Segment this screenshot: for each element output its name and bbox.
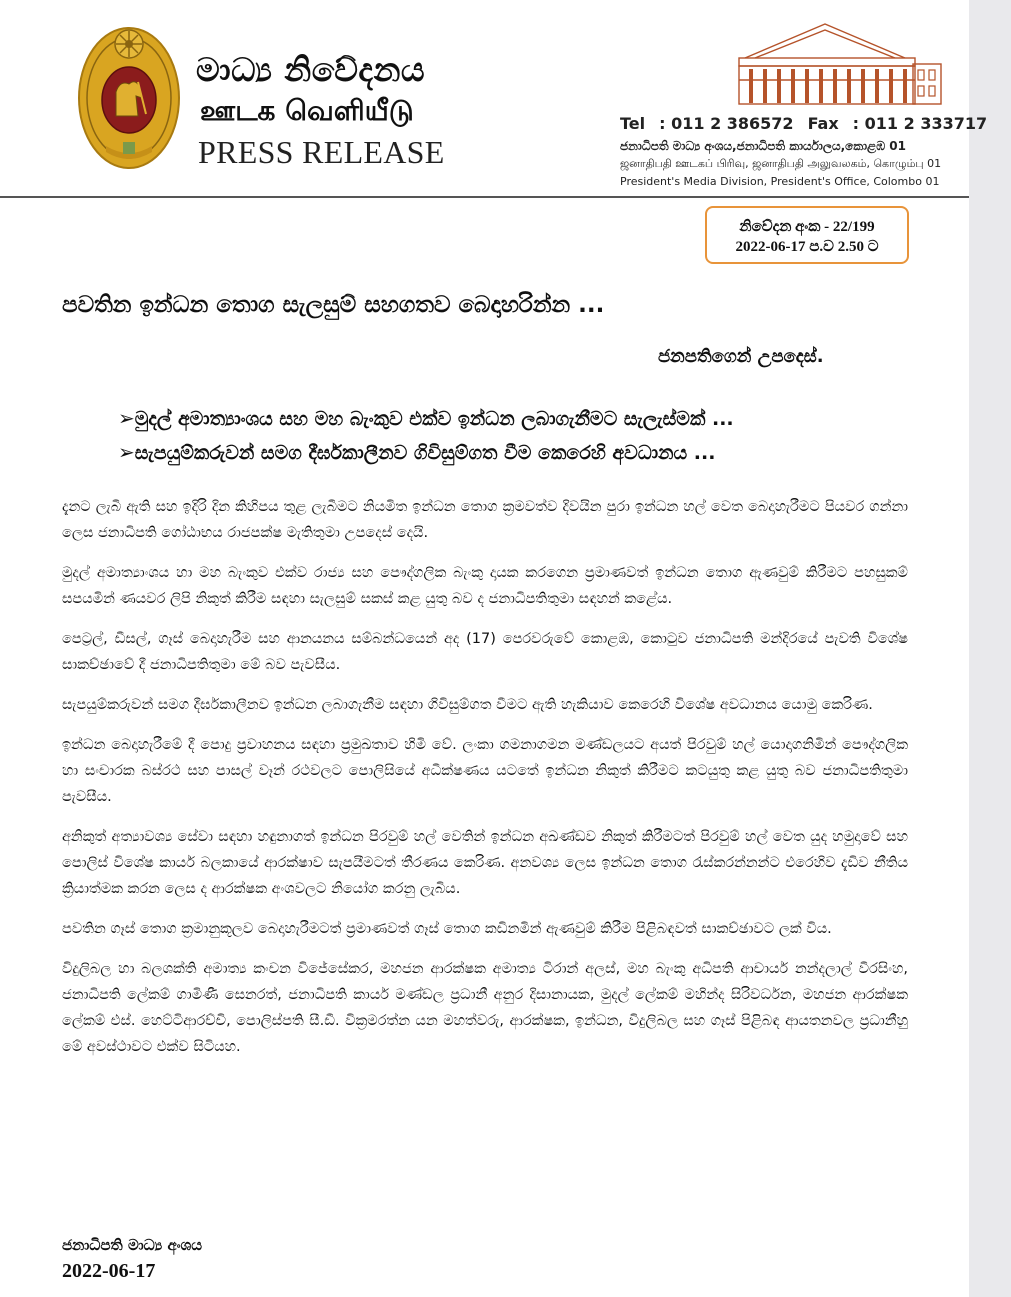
address-english: President's Media Division, President's Office, Colombo 01 [620, 175, 940, 188]
footer-signature: ජනාධිපති මාධ්‍ය අංශය [62, 1236, 203, 1254]
subheadline: ජනපතිගෙන් උපදෙස්. [658, 346, 824, 367]
bullet-item [118, 402, 734, 436]
highlight-bullets [118, 402, 734, 470]
headline: පවතින ඉන්ධන තොග සැලසුම් සහගතව බෙදාහරින්න ... [62, 292, 605, 318]
paragraph: මුදල් අමාත්‍යාංශය හා මහ බැංකුව එක්ව රාජ්‍ය සහ පෞද්ගලික බැංකු දායක කරගෙන ප්‍රමාණවත් ඉන්ධන තොග ඇණවුම් කිරීමට පහසුකම් සපයමින් ණයවර ලිපි නිකුත් කිරීම සඳහා සැලසුම් සකස් කළ යුතු බව ද ජනාධිපතිතුමා සඳහන් කළේය. [62, 565, 908, 607]
presidential-building-image [725, 14, 945, 114]
paragraph: දැනට ලැබී ඇති සහ ඉදිරි දින කිහිපය තුළ ලැබීමට නියමිත ඉන්ධන තොග ක්‍රමවත්ව දිවයින පුරා ඉන්ධන හල් වෙත බෙදාහැරීමට පියවර ගන්නා ලෙස ජනාධිපති ගෝඨාභය රාජපක්ෂ මැතිතුමා උපදෙස් දෙයි. [62, 499, 908, 541]
address-sinhala: ජනාධිපති මාධ්‍ය අංශය,ජනාධිපති කාර්යාලය,කොළඹ 01 [620, 139, 906, 153]
footer-date: 2022-06-17 [62, 1260, 156, 1282]
title-tamil: ஊடக வெளியீடு [200, 94, 414, 127]
fax-label: Fax [807, 114, 839, 133]
reference-box [705, 206, 909, 264]
address-tamil: ஜனாதிபதி ஊடகப் பிரிவு, ஜனாதிபதி அலுவலகம், கொழும்பு 01 [620, 157, 942, 170]
tel-label: Tel [620, 114, 646, 133]
paragraph: අනිකුත් අත්‍යාවශ්‍ය සේවා සඳහා හඳුනාගත් ඉන්ධන පිරවුම් හල් වෙතින් ඉන්ධන අඛණ්ඩව නිකුත් කිරීමටත් පිරවුම් හල් වෙත යුද හමුදාවේ සහ පොලිස් විශේෂ කාර්ය බලකායේ ආරක්ෂාව සැපයීමටත් තීරණය කෙරිණ. අනවශ්‍ය ලෙස ඉන්ධන තොග රැස්කරන්නන්ට එරෙහිව දැඩිව නීතිය ක්‍රියාත්මක කරන ලෙස ද ආරක්ෂක අංශවලට නියෝග කරනු ලැබිය. [62, 829, 908, 897]
arrow-bullet-icon: ➢ [118, 406, 135, 430]
fax-number: : 011 2 333717 [852, 114, 988, 133]
bullet-text: මුදල් අමාත්‍යාංශය සහ මහ බැංකුව එක්ව ඉන්ධන ලබාගැනීමට සැලැස්මක් ... [134, 408, 734, 430]
paragraph: පවතින ගෑස් තොග ක්‍රමානුකූලව බෙදාහැරීමටත් ප්‍රමාණවත් ගෑස් තොග කඩිනමින් ඇණවුම් කිරීම පිළිබඳවත් සාකච්ඡාවට ලක් විය. [62, 921, 832, 937]
arrow-bullet-icon: ➢ [118, 440, 135, 464]
title-sinhala: මාධ්‍ය නිවේදනය [196, 50, 426, 89]
national-emblem-icon [76, 18, 182, 170]
contact-block [620, 114, 988, 191]
paragraph: ඉන්ධන බෙදාහැරීමේ දී පොදු ප්‍රවාහනය සඳහා ප්‍රමුඛතාව හිමි වේ. ලංකා ගමනාගමන මණ්ඩලයට අයත් පිරවුම් හල් යොදාගනිමින් පෞද්ගලික හා සංචාරක බස්රථ සහ පාසල් වෑන් රථවලට පොලිසියේ අධීක්ෂණය යටතේ ඉන්ධන නිකුත් කිරීමට කටයුතු කළ යුතු බව ජනාධිපතිතුමා පැවසීය. [62, 737, 908, 805]
phone-fax-line [620, 114, 988, 133]
bullet-item [118, 436, 734, 470]
paragraph: විදුලිබල හා බලශක්ති අමාත්‍ය කංචන විජේසේකර, මහජන ආරක්ෂක අමාත්‍ය ටිරාන් අලස්, මහ බැංකු අධිපති ආචාර්ය නන්දලාල් වීරසිංහ, ජනාධිපති ලේකම් ගාමිණී සෙනරත්, ජනාධිපති කාර්ය මණ්ඩල ප්‍රධානී අනුර දිසානායක, මුදල් ලේකම් මහින්ද සිරිවර්ධන, මහජන ආරක්ෂක ලේකම් එස්. හෙට්ටිආරච්චි, පොලිස්පති සී.ඩී. වික්‍රමරත්න යන මහත්වරු, ආරක්ෂක, ඉන්ධන, විදුලිබල සහ ගෑස් පිළිබඳ ආයතනවල ප්‍රධානීහු මේ අවස්ථාවට එක්ව සිටියහ. [62, 961, 908, 1055]
release-number: නිවේදන අංක - 22/199 [739, 219, 875, 235]
paragraph: පෙට්‍රල්, ඩීසල්, ගෑස් බෙදාහැරීම සහ ආනයනය සම්බන්ධයෙන් අද (17) පෙරවරුවේ කොළඹ, කොටුව ජනාධිපති මන්දිරයේ පැවති විශේෂ සාකච්ඡාවේ දී ජනාධිපතිතුමා මේ බව පැවසීය. [62, 631, 908, 673]
title-english: PRESS RELEASE [198, 134, 445, 170]
release-datetime: 2022-06-17 ප.ව 2.50 ට [735, 239, 879, 255]
body-text [62, 494, 908, 1074]
tel-number: : 011 2 386572 [659, 114, 794, 133]
bullet-text: සැපයුම්කරුවන් සමග දීර්ඝකාලීනව ගිවිසුම්ගත වීම කෙරෙහි අවධානය ... [134, 442, 716, 464]
paragraph: සැපයුම්කරුවන් සමග දීර්ඝකාලීනව ඉන්ධන ලබාගැනීම සඳහා ගිවිසුම්ගත වීමට ඇති හැකියාව කෙරෙහි විශේෂ අවධානය යොමු කෙරිණ. [62, 697, 873, 713]
page-margin-strip [969, 0, 1011, 1297]
header-divider [0, 196, 969, 198]
